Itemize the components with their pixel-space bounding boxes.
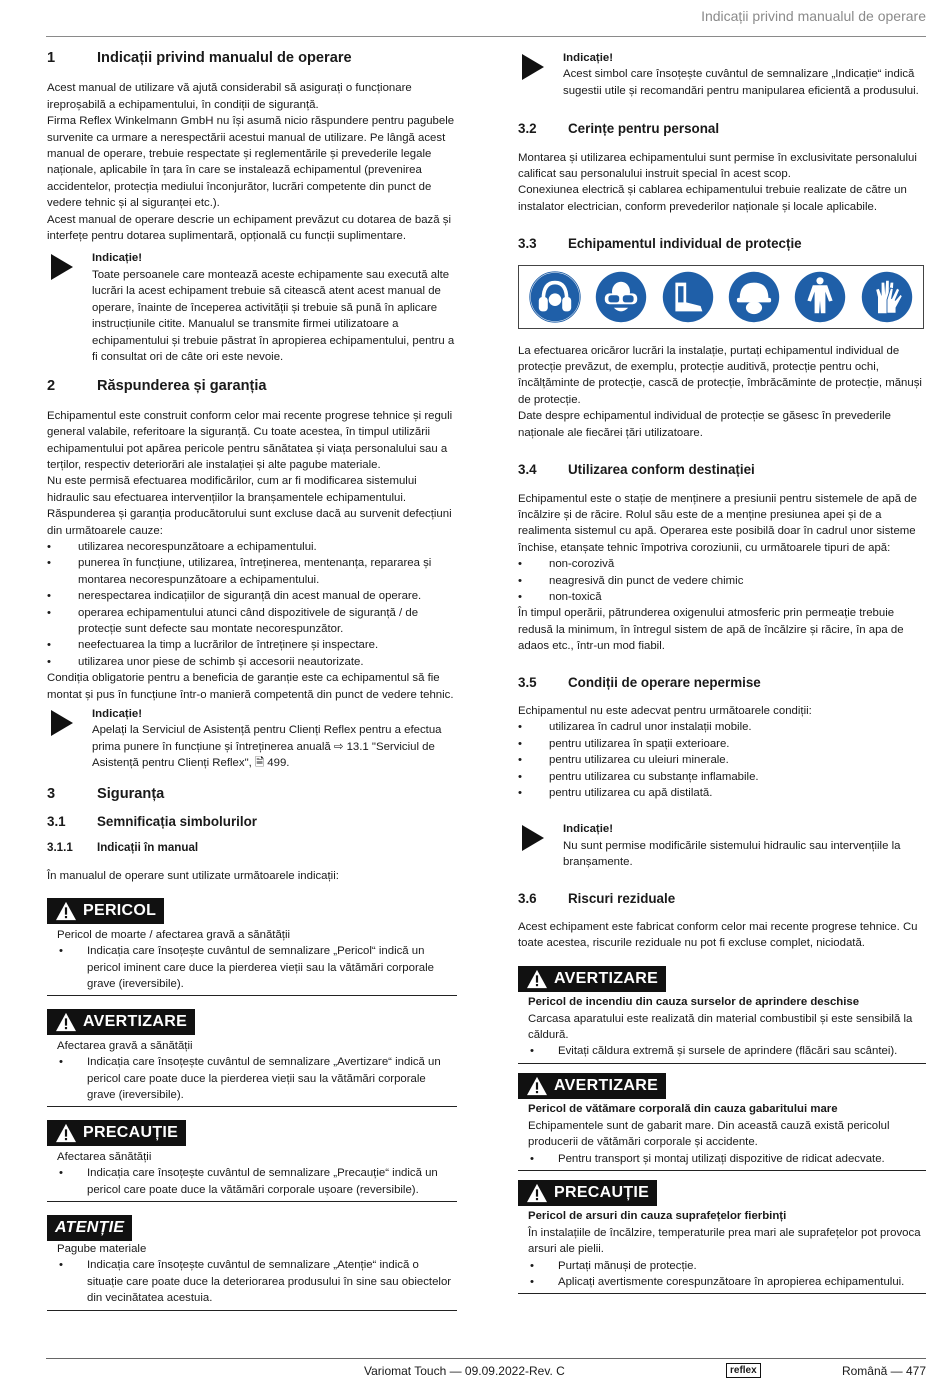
note-title: Indicație! <box>92 708 143 721</box>
list-item: • nerespectarea indicațiilor de siguranță din acest manual de operare. <box>47 588 457 604</box>
danger-block <box>47 898 457 996</box>
list-item: • Indicația care însoțește cuvântul de semnalizare „Atenție“ indică o situație care poate duce la deteriorarea produsului în sine sau obiectelor din vecinătatea acestuia. <box>57 1257 457 1306</box>
paragraph: Acest manual de utilizare vă ajută considerabil să asigurați o funcționare ireproșabilă a echipamentului, în condiții de siguranță. <box>47 82 412 111</box>
note-title: Indicație! <box>563 823 614 836</box>
paragraph: În timpul operării, pătrunderea oxigenului atmosferic prin permeație trebuie redusă la minimum, în întregul sistem de apă de încălzire și răcire, în apa de adaos etc., într-un mod fiabil. <box>518 607 904 653</box>
warning-signal <box>47 1009 195 1035</box>
paragraph: Firma Reflex Winkelmann GmbH nu își asumă nicio răspundere pentru pagubele survenite ca urmare a nerespectării acestui manual de utilizare. Pe lângă acest manual de operare, trebuie respectate și reglementările și prevederile legale naționale, aplicabile în țara în care se instalează echipamentul (prevenirea accidentelor, protecția mediului înconjurător, lucrări competente din punct de vedere tehnic și al siguranței etc.). <box>47 115 455 210</box>
section-number: 3.1.1 <box>47 841 73 855</box>
safety-boots-icon <box>661 270 715 324</box>
list-item: • operarea echipamentului atunci când dispozitivele de siguranță / de protecție sunt defecte sau montate necorespunzător. <box>47 605 457 638</box>
ppe-icons <box>518 265 924 329</box>
water-type-list <box>518 556 926 605</box>
page-header <box>46 0 926 37</box>
note-text: Acest simbol care însoțește cuvântul de semnalizare „Indicație“ indică sugestii utile și recomandări pentru manipularea eficientă a produsului. <box>563 68 919 97</box>
list-item: • pentru utilizarea cu uleiuri minerale. <box>518 752 926 768</box>
list-item: • Indicația care însoțește cuvântul de semnalizare „Avertizare“ indică un pericol care poate duce la pierderea vieții sau la vătămări corporale grave (ireversibile). <box>57 1054 457 1103</box>
hazard-text: În instalațiile de încălzire, temperaturile prea mari ale suprafețelor pot provoca arsuri ale pielii. <box>528 1226 921 1256</box>
list-item: • utilizarea necorespunzătoare a echipamentului. <box>47 539 457 555</box>
section-title: Utilizarea conform destinației <box>568 462 755 478</box>
note-box <box>518 821 926 870</box>
warning-triangle-icon <box>55 901 77 921</box>
list-item: • Indicația care însoțește cuvântul de semnalizare „Pericol“ indică un pericol iminent care duce la pierderea vieții sau la vătămări corporale grave (ireversibile). <box>57 943 457 992</box>
section-3-1-1-heading <box>47 840 457 856</box>
section-title: Condiții de operare nepermise <box>568 674 761 690</box>
list-item: • Aplicați avertismente corespunzătoare în apropierea echipamentului. <box>528 1274 926 1290</box>
header-title: Indicații privind manualul de operare <box>701 8 926 24</box>
notice-signal <box>47 1215 132 1241</box>
section-3-4-heading <box>518 462 926 478</box>
section-number: 3.1 <box>47 814 66 830</box>
section-3-heading <box>47 786 457 802</box>
note-text: Toate persoanele care montează aceste echipamente sau execută alte lucrări la acest echipament trebuie să citească atent acest manual de operare, înainte de începerea activității și trebuie să pună în aplicare instrucțiunile citite. Manualul se transmite firmei utilizatoare a echipamentului și trebuie păstrat în apropierea echipamentului, pentru a fi consultat ori de câte ori este nevoie. <box>92 268 455 363</box>
paragraph: Echipamentul este construit conform celor mai recente progrese tehnice și reguli general valabile, referitoare la siguranță. Cu toate acestea, în timpul utilizării echipamentului pot apărea pericole pentru sănătatea și viața personalului sau a terților, respectiv deteriorări ale instalației și alte pagube materiale. <box>47 409 453 471</box>
signal-word: AVERTIZARE <box>554 1076 659 1094</box>
section-number: 1 <box>47 50 56 66</box>
note-box <box>47 250 457 365</box>
note-title: Indicație! <box>92 252 143 265</box>
note-title: Indicație! <box>563 52 614 64</box>
list-item: • Evitați căldura extremă și sursele de aprindere (flăcări sau scântei). <box>528 1043 926 1059</box>
reflex-logo: reflex <box>726 1363 761 1378</box>
section-title: Indicații în manual <box>97 841 199 855</box>
paragraph: La efectuarea oricăror lucrări la instalație, purtați echipamentul individual de protecție prevăzut, de exemplu, protecție auditivă, protecție pentru ochi, încălțăminte de protecție, cască de protecție, îmbrăcăminte de protecție, mănuși de protecție. <box>518 344 922 406</box>
hazard-heading: Pericol de vătămare corporală din cauza gabaritului mare <box>528 1103 838 1116</box>
warning-triangle-icon <box>526 1183 548 1203</box>
note-box <box>518 50 926 99</box>
warning-triangle-icon <box>55 1012 77 1032</box>
list-item: • Indicația care însoțește cuvântul de semnalizare „Precauție“ indică un pericol care poate duce la vătămări corporale ușoare (reversibile). <box>57 1165 457 1198</box>
section-number: 3.6 <box>518 890 537 906</box>
eye-protection-icon <box>594 270 648 324</box>
paragraph: Conexiunea electrică și cablarea echipamentului trebuie realizate de către un instalator electrician, conform prevederilor naționale și locale aplicabile. <box>518 184 907 213</box>
signal-subtitle: Pagube materiale <box>57 1242 147 1255</box>
warning-triangle-icon <box>55 1123 77 1143</box>
signal-subtitle: Afectarea gravă a sănătății <box>57 1039 193 1052</box>
section-3-1-heading <box>47 814 457 830</box>
page-number: Română — 477 <box>841 1364 926 1378</box>
note-box <box>47 706 457 772</box>
list-item: • neefectuarea la timp a lucrărilor de întreținere și inspectare. <box>47 637 457 653</box>
left-column <box>47 50 457 1311</box>
ear-protection-icon <box>528 270 582 324</box>
caution-signal <box>518 1180 657 1206</box>
gloves-icon <box>860 270 914 324</box>
helmet-icon <box>727 270 781 324</box>
section-title: Răspunderea și garanția <box>97 378 267 395</box>
list-item: • Purtați mănuși de protecție. <box>528 1258 926 1274</box>
hazard-text: Carcasa aparatului este realizată din material combustibil și este sensibilă la căldură. <box>528 1012 913 1042</box>
caution-signal <box>47 1120 186 1146</box>
section-3-3-heading <box>518 236 926 252</box>
document-id: Variomat Touch — 09.09.2022-Rev. C <box>364 1364 565 1378</box>
paragraph: Montarea și utilizarea echipamentului sunt permise în exclusivitate personalului calificat sau personalului instruit special în acest scop. <box>518 151 917 181</box>
paragraph: Echipamentul nu este adecvat pentru următoarele condiții: <box>518 704 812 717</box>
section-1-heading <box>47 50 457 66</box>
paragraph: Nu este permisă efectuarea modificărilor, cum ar fi modificarea sistemului hidraulic sau efectuarea intervențiilor la branșamentele echipamentului. <box>47 475 417 504</box>
list-item: • punerea în funcțiune, utilizarea, întreținerea, mentenanța, repararea și montarea necorespunzătoare a echipamentului. <box>47 555 457 588</box>
notice-block <box>47 1215 457 1311</box>
section-title: Semnificația simbolurilor <box>97 814 257 830</box>
note-arrow-icon <box>51 710 73 736</box>
signal-word: PRECAUȚIE <box>83 1124 179 1142</box>
section-number: 3 <box>47 785 56 802</box>
paragraph: Răspunderea și garanția producătorului sunt excluse dacă au survenit defecțiuni din următoarele cauze: <box>47 508 452 537</box>
section-number: 2 <box>47 378 56 395</box>
paragraph: Date despre echipamentul individual de protecție se găsesc în prevederile naționale ale fiecărei țări utilizatoare. <box>518 410 891 439</box>
list-item: • utilizarea în cadrul unor instalații mobile. <box>518 719 926 735</box>
condition-list <box>518 719 926 801</box>
note-text: Apelați la Serviciul de Asistență pentru Clienți Reflex pentru a efectua prima punere în funcțiune și întreținerea anuală ⇨ 13.1 "Serviciul de Asistență pentru Clienți Reflex", 🗎 499. <box>92 724 442 770</box>
section-2-heading <box>47 378 457 394</box>
warning-block <box>518 1073 926 1171</box>
warning-block <box>47 1009 457 1107</box>
signal-subtitle: Pericol de moarte / afectarea gravă a sănătății <box>57 928 291 941</box>
section-number: 3.4 <box>518 462 537 478</box>
section-title: Echipamentul individual de protecție <box>568 236 802 252</box>
list-item: • non-toxică <box>518 589 926 605</box>
note-text: Nu sunt permise modificările sistemului hidraulic sau intervențiile la branșamente. <box>563 839 901 869</box>
section-3-5-heading <box>518 675 926 691</box>
cause-list <box>47 539 457 670</box>
signal-word: AVERTIZARE <box>83 1013 188 1031</box>
section-number: 3.5 <box>518 674 537 690</box>
warning-signal <box>518 966 666 992</box>
section-number: 3.2 <box>518 121 537 137</box>
list-item: • Pentru transport și montaj utilizați dispozitive de ridicat adecvate. <box>528 1151 926 1167</box>
signal-word: ATENȚIE <box>55 1218 125 1236</box>
section-number: 3.3 <box>518 236 537 252</box>
paragraph: Acest echipament este fabricat conform celor mai recente progrese tehnice. Cu toate acestea, riscurile reziduale nu pot fi excluse complet, niciodată. <box>518 921 918 950</box>
paragraph: Acest manual de operare descrie un echipament prevăzut cu dotarea de bază și interfețe pentru dotarea suplimentară, opțională cu funcții suplimentare. <box>47 213 451 243</box>
list-item: • pentru utilizarea în spații exterioare. <box>518 736 926 752</box>
signal-word: PERICOL <box>83 902 157 920</box>
warning-block <box>518 966 926 1064</box>
section-title: Cerințe pentru personal <box>568 121 720 137</box>
list-item: • neagresivă din punct de vedere chimic <box>518 573 926 589</box>
right-column <box>518 50 926 1294</box>
section-title: Siguranța <box>97 785 165 802</box>
paragraph: În manualul de operare sunt utilizate următoarele indicații: <box>47 869 339 882</box>
paragraph: Condiția obligatorie pentru a beneficia de garanție este ca echipamentul să fie montat și pus în funcțiune într-o manieră competentă din punct de vedere tehnic. <box>47 672 454 701</box>
signal-word: PRECAUȚIE <box>554 1183 650 1201</box>
note-arrow-icon <box>522 825 544 851</box>
signal-subtitle: Afectarea sănătății <box>57 1150 152 1163</box>
section-3-6-heading <box>518 891 926 907</box>
warning-triangle-icon <box>526 1076 548 1096</box>
hazard-heading: Pericol de incendiu din cauza surselor de aprindere deschise <box>528 996 860 1009</box>
caution-block <box>47 1120 457 1202</box>
page-footer <box>46 1358 926 1387</box>
section-title: Riscuri reziduale <box>568 890 676 906</box>
warning-triangle-icon <box>526 969 548 989</box>
note-arrow-icon <box>522 54 544 80</box>
section-3-2-heading <box>518 121 926 137</box>
hazard-text: Echipamentele sunt de gabarit mare. Din această cauză există pericolul producerii de vătămări corporale și accidente. <box>528 1119 890 1149</box>
paragraph: Echipamentul este o stație de menținere a presiunii pentru sistemele de apă de încălzire și de răcire. Rolul său este de a menține presiunea apei și de a realimenta sistemul cu apă. Operarea este posibilă doar în cadrul unor sisteme închise, etanșate tehnic împotriva coroziunii, cu următoarele tipuri de apă: <box>518 492 917 554</box>
warning-signal <box>518 1073 666 1099</box>
list-item: • utilizarea unor piese de schimb și accesorii neautorizate. <box>47 654 457 670</box>
hazard-heading: Pericol de arsuri din cauza suprafețelor fierbinți <box>528 1210 787 1223</box>
danger-signal <box>47 898 164 924</box>
list-item: • pentru utilizarea cu substanțe inflamabile. <box>518 769 926 785</box>
protective-clothing-icon <box>793 270 847 324</box>
list-item: • pentru utilizarea cu apă distilată. <box>518 785 926 801</box>
section-title: Indicații privind manualul de operare <box>97 50 352 66</box>
list-item: • non-corozivă <box>518 556 926 572</box>
caution-block <box>518 1180 926 1294</box>
signal-word: AVERTIZARE <box>554 969 659 987</box>
note-arrow-icon <box>51 254 73 280</box>
